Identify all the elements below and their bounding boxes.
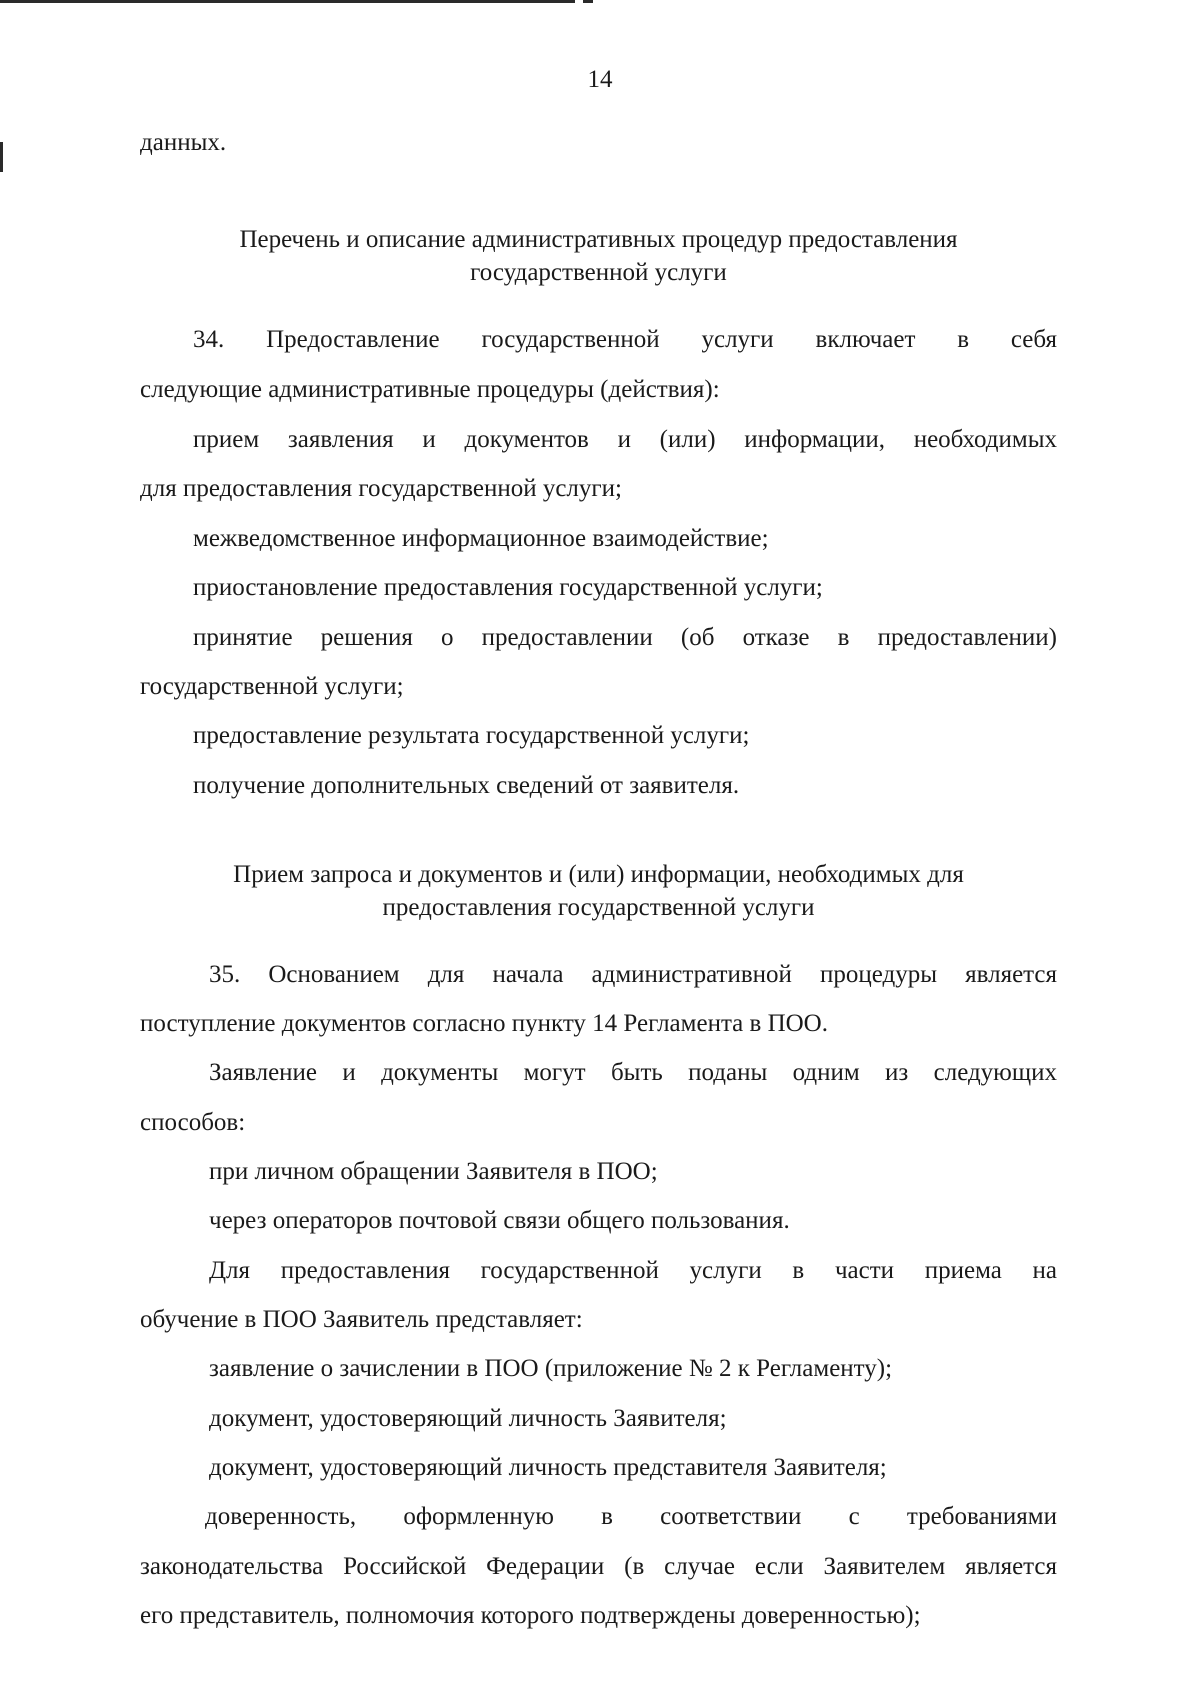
paragraph-line: законодательства Российской Федерации (в случае если Заявителем является xyxy=(140,1553,1057,1580)
text-line: данных. xyxy=(140,129,227,156)
list-item: заявление о зачислении в ПОО (приложение № 2 к Регламенту); xyxy=(209,1355,893,1382)
list-item: через операторов почтовой связи общего пользования. xyxy=(209,1207,790,1234)
list-item: получение дополнительных сведений от заявителя. xyxy=(193,772,740,799)
paragraph-line: Заявление и документы могут быть поданы одним из следующих xyxy=(209,1059,1057,1086)
paragraph-line: Для предоставления государственной услуги в части приема на xyxy=(209,1257,1057,1284)
list-item: документ, удостоверяющий личность представителя Заявителя; xyxy=(209,1454,887,1481)
scan-top-edge-line xyxy=(0,0,575,3)
paragraph-line: 34. Предоставление государственной услуги включает в себя xyxy=(193,326,1057,353)
paragraph-line: следующие административные процедуры (действия): xyxy=(140,376,720,403)
list-item: государственной услуги; xyxy=(140,673,404,700)
section-heading: Прием запроса и документов и (или) информации, необходимых для xyxy=(233,861,964,888)
paragraph-line: 35. Основанием для начала административной процедуры является xyxy=(209,961,1057,988)
paragraph-line: способов: xyxy=(140,1109,246,1136)
scan-left-edge-mark xyxy=(0,142,3,172)
list-item: доверенность, оформленную в соответствии с требованиями xyxy=(205,1503,1057,1530)
paragraph-line: обучение в ПОО Заявитель представляет: xyxy=(140,1306,583,1333)
section-heading: предоставления государственной услуги xyxy=(382,894,815,921)
list-item: предоставление результата государственной услуги; xyxy=(193,722,750,749)
paragraph-line: его представитель, полномочия которого подтверждены доверенностью); xyxy=(140,1602,921,1629)
list-item: межведомственное информационное взаимодействие; xyxy=(193,525,769,552)
list-item: документ, удостоверяющий личность Заявителя; xyxy=(209,1405,727,1432)
list-item: при личном обращении Заявителя в ПОО; xyxy=(209,1158,658,1185)
paragraph-line: поступление документов согласно пункту 14 Регламента в ПОО. xyxy=(140,1010,828,1037)
section-heading: государственной услуги xyxy=(470,259,727,286)
page-number: 14 xyxy=(587,66,613,93)
list-item: принятие решения о предоставлении (об отказе в предоставлении) xyxy=(193,624,1057,651)
list-item: прием заявления и документов и (или) информации, необходимых xyxy=(193,426,1057,453)
list-item: приостановление предоставления государственной услуги; xyxy=(193,574,823,601)
section-heading: Перечень и описание административных процедур предоставления xyxy=(239,226,958,253)
scan-top-edge-dash xyxy=(583,0,593,3)
list-item: для предоставления государственной услуги; xyxy=(140,475,622,502)
